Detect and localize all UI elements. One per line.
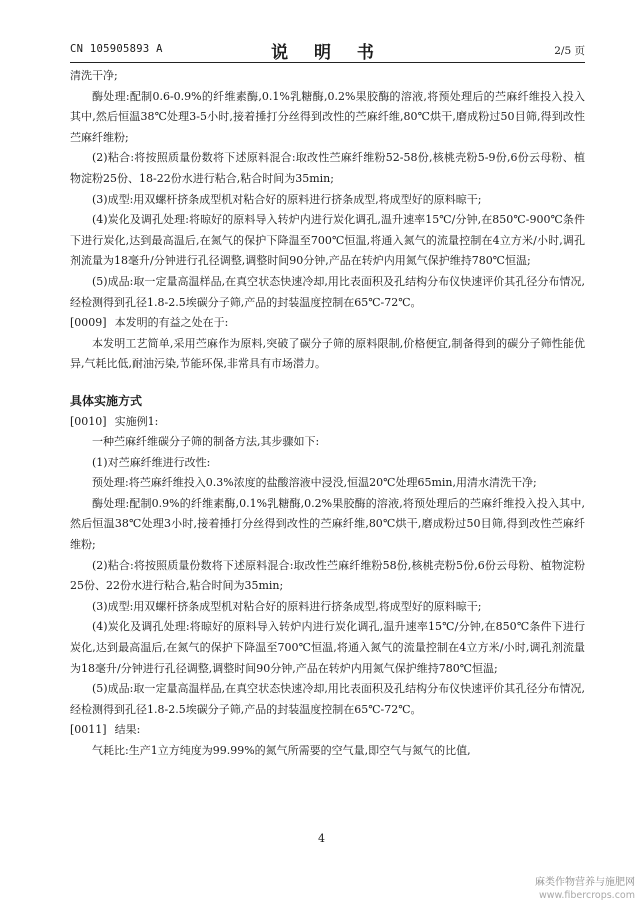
- paragraph-text: (5)成品:取一定量高温样品,在真空状态快速冷却,用比表面积及孔结构分布仪快速评价其孔径分布情况,经检测得到孔径1.8-2.5埃碳分子筛,产品的封装温度控制在65℃-72℃。: [70, 682, 585, 716]
- document-body: [70, 66, 585, 762]
- paragraph: [70, 453, 585, 474]
- paragraph-text: 酶处理:配制0.9%的纤维素酶,0.1%乳糖酶,0.2%果胶酶的溶液,将预处理后的苎麻纤维投入投入其中,然后恒温38℃处理3小时,接着捶打分丝得到改性的苎麻纤维,80℃烘干,磨成粉过50目筛,得到改性苎麻纤维粉;: [70, 496, 585, 552]
- header-rule: [70, 62, 585, 63]
- paragraph: [70, 741, 585, 762]
- paragraph: [70, 720, 585, 741]
- paragraph: [70, 556, 585, 597]
- paragraph-text: 结果:: [114, 723, 141, 737]
- paragraph-text: 本发明的有益之处在于:: [114, 316, 229, 330]
- paragraph-text: 本发明工艺简单,采用苎麻作为原料,突破了碳分子筛的原料限制,价格便宜,制备得到的碳分子筛性能优异,气耗比低,耐油污染,节能环保,非常具有市场潜力。: [70, 336, 585, 371]
- paragraph: [70, 679, 585, 720]
- paragraph-text: 实施例1:: [114, 414, 159, 428]
- watermark-site-name: 麻类作物营养与施肥网: [535, 877, 635, 888]
- paragraph: [70, 66, 585, 87]
- paragraph: [70, 313, 585, 334]
- section-heading: [70, 391, 585, 412]
- paragraph-gap: [70, 375, 585, 389]
- paragraph-text: (1)对苎麻纤维进行改性:: [92, 455, 211, 469]
- paragraph-text: 具体实施方式: [70, 393, 143, 408]
- paragraph-text: 预处理:将苎麻纤维投入0.3%浓度的盐酸溶液中浸没,恒温20℃处理65min,用清水清洗干净;: [92, 476, 537, 490]
- paragraph: [70, 494, 585, 556]
- page-number: 4: [318, 832, 325, 845]
- paragraph-text: (4)炭化及调孔处理:将晾好的原料导入转炉内进行炭化调孔,温升速率15℃/分钟,在850℃-900℃条件下进行炭化,达到最高温后,在氮气的保护下降温至700℃恒温,将通入氮气的流量控制在4立方米/小时,调孔剂流量为18毫升/分钟进行孔径调整,调整时间90分钟,产品在转炉内用氮气保护维持780℃恒温;: [70, 213, 585, 268]
- paragraph-text: 一种苎麻纤维碳分子筛的制备方法,其步骤如下:: [92, 435, 320, 449]
- paragraph-text: (3)成型:用双螺杆挤条成型机对粘合好的原料进行挤条成型,将成型好的原料晾干;: [92, 599, 482, 613]
- paragraph-text: (2)粘合:将按照质量份数将下述原料混合:取改性苎麻纤维粉52-58份,核桃壳粉5-9份,6份云母粉、植物淀粉25份、18-22份水进行粘合,粘合时间为35min;: [70, 151, 585, 185]
- paragraph-text: (5)成品:取一定量高温样品,在真空状态快速冷却,用比表面积及孔结构分布仪快速评价其孔径分布情况,经检测得到孔径1.8-2.5埃碳分子筛,产品的封装温度控制在65℃-72℃。: [70, 274, 585, 309]
- paragraph: [70, 190, 585, 211]
- paragraph-text: 清洗干净;: [70, 69, 118, 82]
- paragraph: [70, 210, 585, 272]
- paragraph: [70, 87, 585, 149]
- paragraph-text: (2)粘合:将按照质量份数将下述原料混合:取改性苎麻纤维粉58份,核桃壳粉5份,6份云母粉、植物淀粉25份、22份水进行粘合,粘合时间为35min;: [70, 558, 585, 593]
- document-number: CN 105905893 A: [70, 43, 163, 55]
- page-indicator: 2/5 页: [554, 45, 585, 57]
- paragraph: [70, 597, 585, 618]
- paragraph: [70, 334, 585, 375]
- paragraph: [70, 148, 585, 189]
- page-title: 说 明 书: [271, 43, 384, 63]
- paragraph-text: (3)成型:用双螺杆挤条成型机对粘合好的原料进行挤条成型,将成型好的原料晾干;: [92, 192, 482, 206]
- paragraph: [70, 272, 585, 313]
- paragraph-text: 酶处理:配制0.6-0.9%的纤维素酶,0.1%乳糖酶,0.2%果胶酶的溶液,将预处理后的苎麻纤维投入投入其中,然后恒温38℃处理3-5小时,接着捶打分丝得到改性的苎麻纤维,80℃烘干,磨成粉过50目筛,得到改性苎麻纤维粉;: [70, 89, 585, 144]
- paragraph: [70, 617, 585, 679]
- watermark: [535, 876, 635, 902]
- paragraph-number: [0010]: [70, 414, 107, 428]
- paragraph: [70, 473, 585, 494]
- paragraph-number: [0009]: [70, 316, 107, 330]
- paragraph-text: (4)炭化及调孔处理:将晾好的原料导入转炉内进行炭化调孔,温升速率15℃/分钟,在850℃条件下进行炭化,达到最高温后,在氮气的保护下降温至700℃恒温,将通入氮气的流量控制在4立方米/小时,调孔剂流量为18毫升/分钟进行孔径调整,调整时间90分钟,产品在转炉内用氮气保护维持780℃恒温;: [70, 620, 585, 675]
- paragraph: [70, 432, 585, 453]
- paragraph: [70, 412, 585, 433]
- paragraph-number: [0011]: [70, 723, 107, 737]
- watermark-url: www.fibercrops.com: [538, 890, 635, 901]
- paragraph-text: 气耗比:生产1立方纯度为99.99%的氮气所需要的空气量,即空气与氮气的比值,: [92, 744, 471, 757]
- page-header: [70, 38, 585, 63]
